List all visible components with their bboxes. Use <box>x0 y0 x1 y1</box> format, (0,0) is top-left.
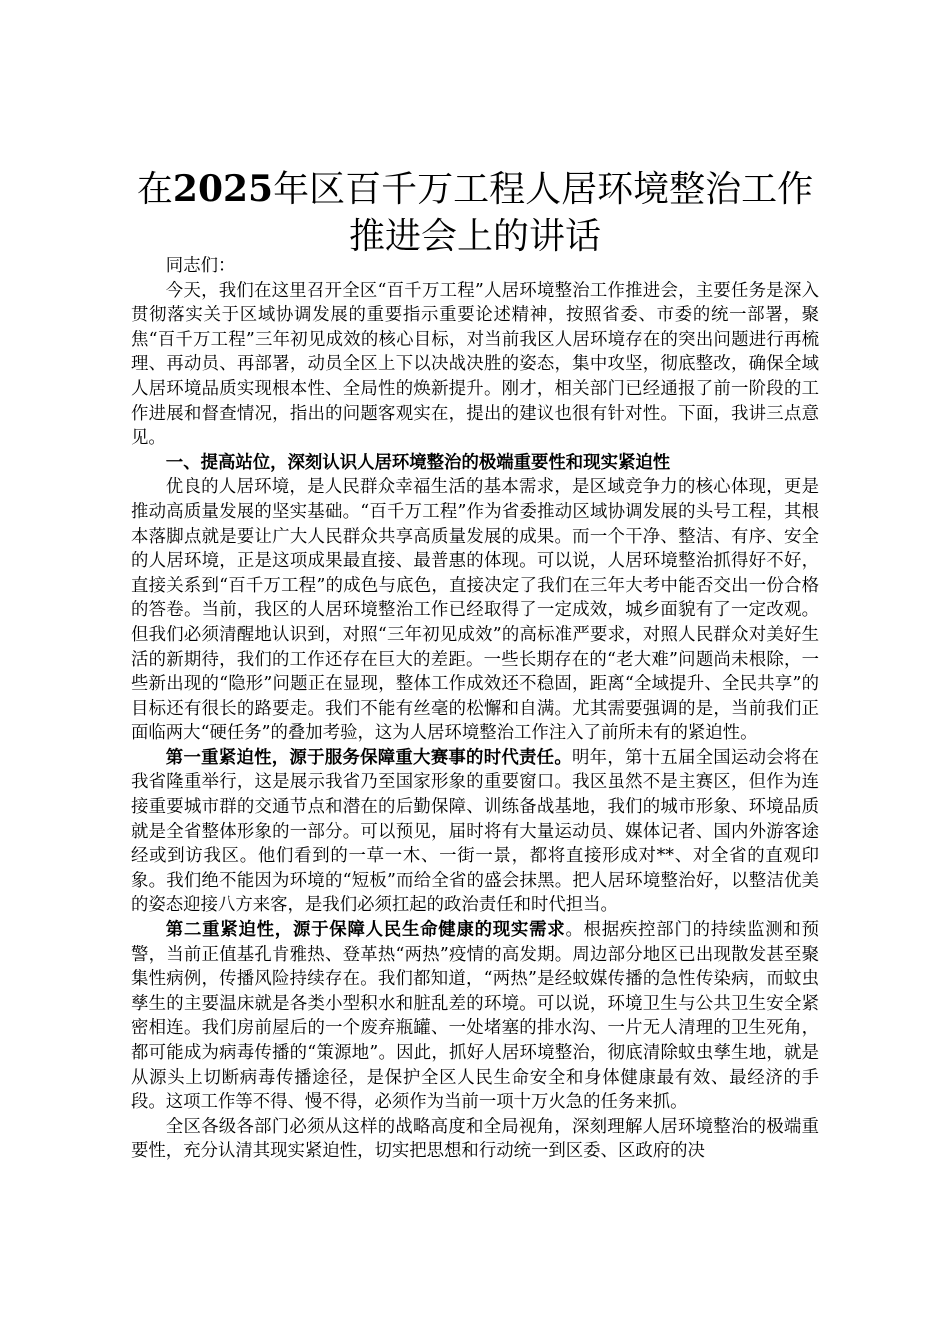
document-body <box>131 254 819 1164</box>
paragraph-2-rest: 明年，第十五届全国运动会将在我省隆重举行，这是展示我省乃至国家形象的重要窗口。我区虽然不是主赛区，但作为连接重要城市群的交通节点和潜在的后勤保障、训练备战基地，我们的城市形象、环境品质就是全省整体形象的一部分。可以预见，届时将有大量运动员、媒体记者、国内外游客途经或到访我区。他们看到的一草一木、一街一景，都将直接形成对**、对全省的直观印象。我们绝不能因为环境的“短板”而给全省的盛会抹黑。把人居环境整治好，以整洁优美的姿态迎接八方来客，是我们必须扛起的政治责任和时代担当。 <box>131 747 819 916</box>
section-heading-1: 一、提高站位，深刻认识人居环境整治的极端重要性和现实紧迫性 <box>165 452 671 473</box>
paragraph-1: 优良的人居环境，是人民群众幸福生活的基本需求，是区域竞争力的核心体现，更是推动高质量发展的坚实基础。“百千万工程”作为省委推动区域协调发展的头号工程，其根本落脚点就是要让广大人民群众共享高质量发展的成果。而一个干净、整洁、有序、安全的人居环境，正是这项成果最直接、最普惠的体现。可以说，人居环境整治抓得好不好，直接关系到“百千万工程”的成色与底色，直接决定了我们在三年大考中能否交出一份合格的答卷。当前，我区的人居环境整治工作已经取得了一定成效，城乡面貌有了一定改观。但我们必须清醒地认识到，对照“三年初见成效”的高标准严要求，对照人民群众对美好生活的新期待，我们的工作还存在巨大的差距。一些长期存在的“老大难”问题尚未根除，一些新出现的“隐形”问题正在显现，整体工作成效还不稳固，距离“全域提升、全民共享”的目标还有很长的路要走。我们不能有丝毫的松懈和自满。尤其需要强调的是，当前我们正面临两大“硬任务”的叠加考验，这为人居环境整治工作注入了前所未有的紧迫性。 <box>131 477 819 744</box>
title-year: 2025 <box>172 168 274 210</box>
paragraph-intro: 今天，我们在这里召开全区“百千万工程”人居环境整治工作推进会，主要任务是深入贯彻落实关于区域协调发展的重要指示重要论述精神，按照省委、市委的统一部署，聚焦“百千万工程”三年初见成效的核心目标，对当前我区人居环境存在的突出问题进行再梳理、再动员、再部署，动员全区上下以决战决胜的姿态，集中攻坚，彻底整改，确保全域人居环境品质实现根本性、全局性的焕新提升。刚才，相关部门已经通报了前一阶段的工作进展和督查情况，指出的问题客观实在，提出的建议也很有针对性。下面，我讲三点意见。 <box>131 280 819 449</box>
document-title <box>120 166 830 260</box>
title-suffix: 年区百千万工程人居环境整治工作推进会上的讲话 <box>273 169 814 257</box>
paragraph-3 <box>131 918 819 1115</box>
paragraph-2-lead: 第一重紧迫性，源于服务保障重大赛事的时代责任。 <box>165 747 572 768</box>
paragraph-4: 全区各级各部门必须从这样的战略高度和全局视角，深刻理解人居环境整治的极端重要性，充分认清其现实紧迫性，切实把思想和行动统一到区委、区政府的决 <box>131 1116 819 1162</box>
title-prefix: 在 <box>136 169 173 210</box>
paragraph-3-lead: 第二重紧迫性，源于保障人民生命健康的现实需求 <box>165 920 566 941</box>
salutation: 同志们： <box>165 256 236 276</box>
paragraph-2 <box>131 746 819 918</box>
paragraph-3-rest: 。根据疾控部门的持续监测和预警，当前正值基孔肯雅热、登革热“两热”疫情的高发期。周边部分地区已出现散发甚至聚集性病例，传播风险持续存在。我们都知道，“两热”是经蚊媒传播的急性传染病，而蚊虫孳生的主要温床就是各类小型积水和脏乱差的环境。可以说，环境卫生与公共卫生安全紧密相连。我们房前屋后的一个废弃瓶罐、一处堵塞的排水沟、一片无人清理的卫生死角，都可能成为病毒传播的“策源地”。因此，抓好人居环境整治，彻底清除蚊虫孳生地，就是从源头上切断病毒传播途径，是保护全区人民生命安全和身体健康最有效、最经济的手段。这项工作等不得、慢不得，必须作为当前一项十万火急的任务来抓。 <box>131 920 819 1113</box>
